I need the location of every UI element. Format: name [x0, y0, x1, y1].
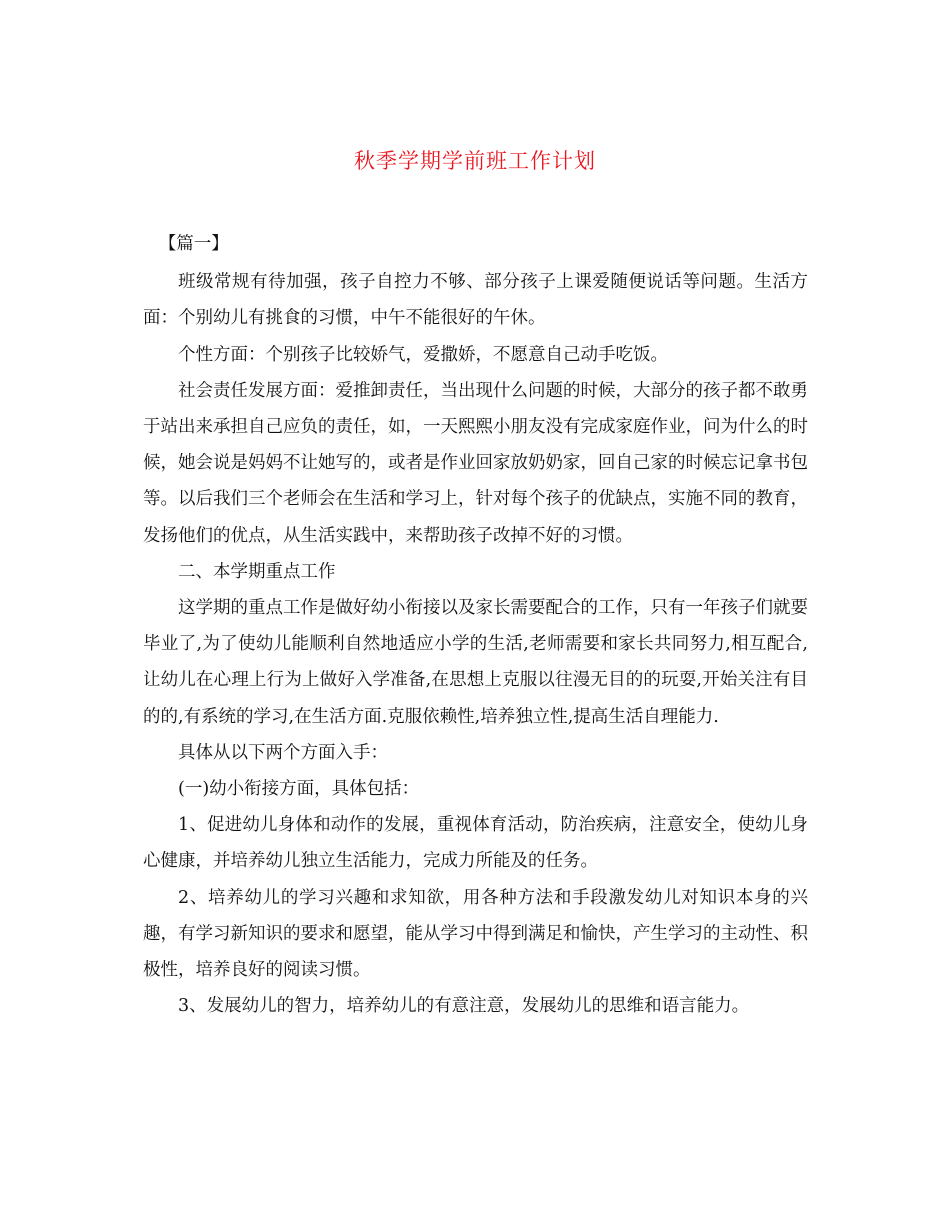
paragraph-6: 具体从以下两个方面入手： [178, 742, 388, 763]
paragraph-1: 班级常规有待加强，孩子自控力不够、部分孩子上课爱随便说话等问题。生活方面：个别幼儿有挑食的习惯，中午不能很好的午休。 [143, 272, 808, 329]
list-item-1: 1、促进幼儿身体和动作的发展，重视体育活动，防治疾病，注意安全，使幼儿身心健康，并培养幼儿独立生活能力，完成力所能及的任务。 [143, 815, 808, 872]
list-item-2: 2、培养幼儿的学习兴趣和求知欲，用各种方法和手段激发幼儿对知识本身的兴趣，有学习新知识的要求和愿望，能从学习中得到满足和愉快，产生学习的主动性、积极性，培养良好的阅读习惯。 [143, 887, 808, 981]
section-label: 【篇一】 [158, 234, 229, 254]
paragraph-5: 这学期的重点工作是做好幼小衔接以及家长需要配合的工作，只有一年孩子们就要毕业了,为了使幼儿能顺利自然地适应小学的生活,老师需要和家长共同努力,相互配合,让幼儿在心理上行为上做好入学准备,在思想上克服以往漫无目的的玩耍,开始关注有目的的,有系统的学习,在生活方面.克服依赖性,培养独立性,提高生活自理能力. [143, 598, 808, 727]
section-heading-key-work: 二、本学期重点工作 [178, 561, 336, 582]
document-title: 秋季学期学前班工作计划 [354, 149, 596, 173]
subheading-transition: (一)幼小衔接方面，具体包括： [178, 779, 420, 800]
paragraph-2: 个性方面：个别孩子比较娇气，爱撒娇，不愿意自己动手吃饭。 [178, 344, 668, 365]
document-body [143, 226, 808, 1024]
list-item-3: 3、发展幼儿的智力，培养幼儿的有意注意，发展幼儿的思维和语言能力。 [178, 996, 750, 1017]
paragraph-3: 社会责任发展方面：爱推卸责任，当出现什么问题的时候，大部分的孩子都不敢勇于站出来承担自己应负的责任，如，一天熙熙小朋友没有完成家庭作业，问为什么的时候，她会说是妈妈不让她写的，或者是作业回家放奶奶家，回自己家的时候忘记拿书包等。以后我们三个老师会在生活和学习上，针对每个孩子的优缺点，实施不同的教育，发扬他们的优点，从生活实践中，来帮助孩子改掉不好的习惯。 [143, 380, 808, 546]
